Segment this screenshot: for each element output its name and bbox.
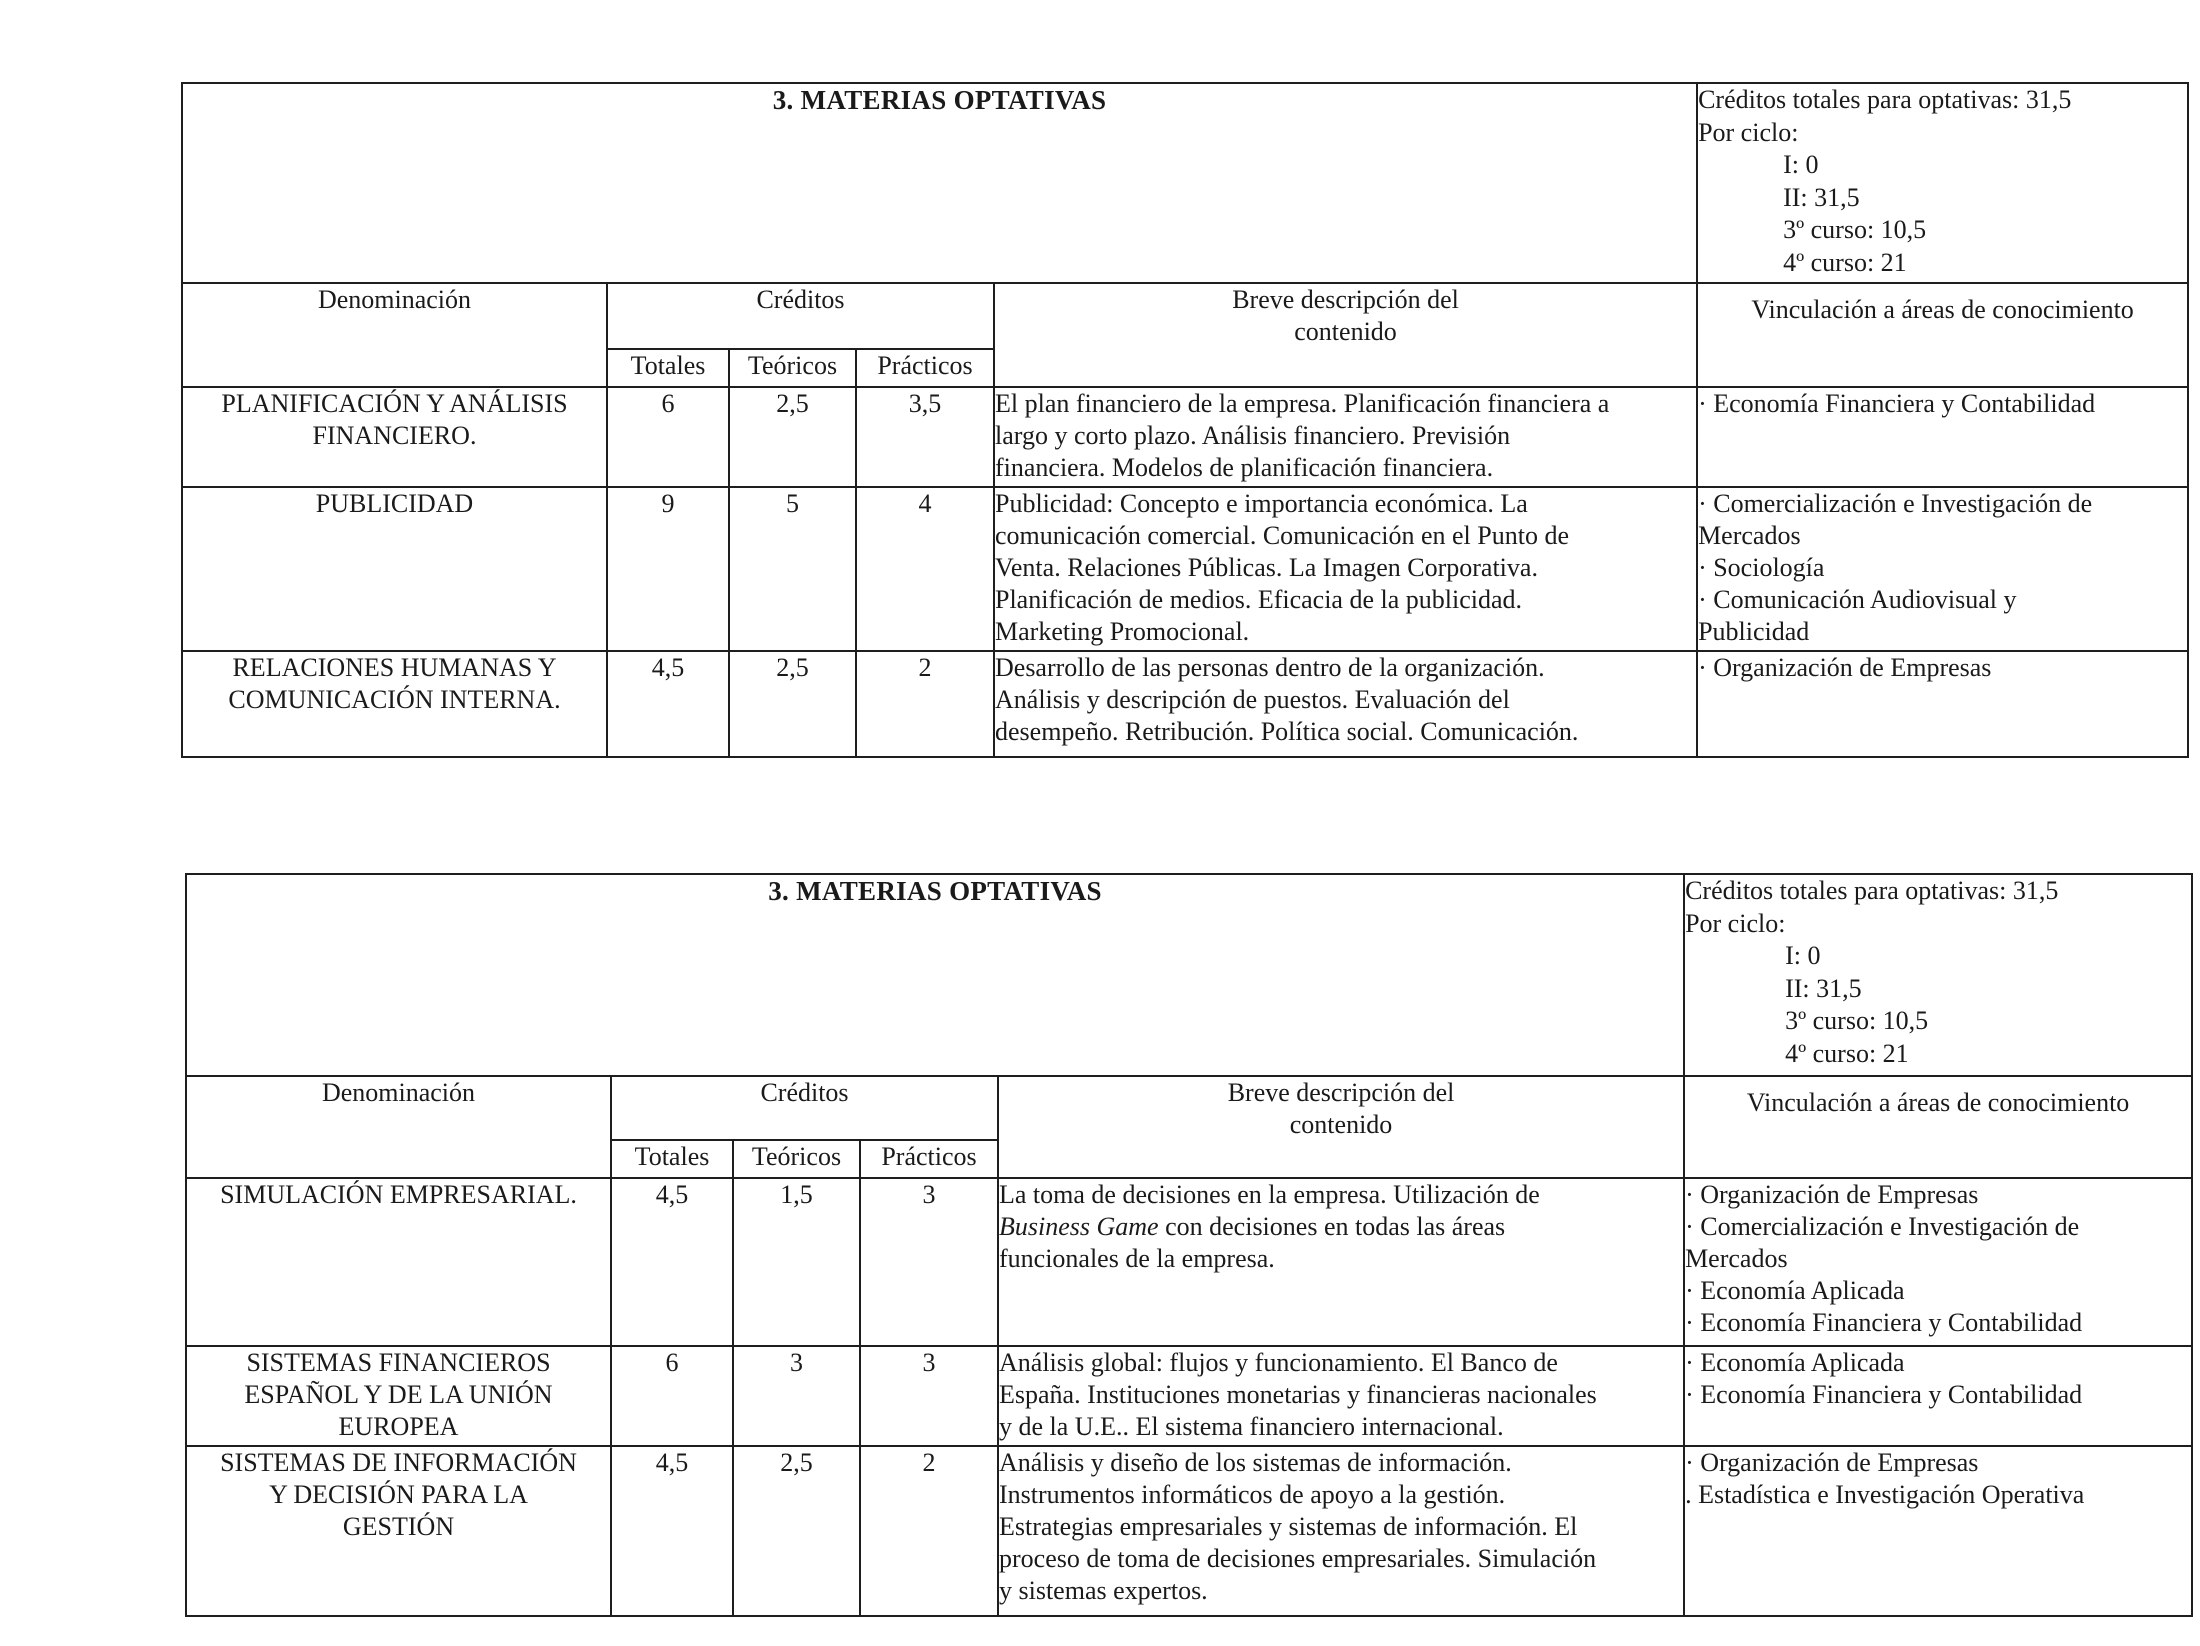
area-line: · Organización de Empresas: [1685, 1180, 1979, 1209]
row-vinculacion: [1684, 1178, 2192, 1346]
row-descripcion: [994, 387, 1697, 487]
row-totales: 9: [607, 487, 729, 651]
row-teoricos: 2,5: [733, 1446, 860, 1616]
row-teoricos: 2,5: [729, 387, 856, 487]
area-line: · Organización de Empresas: [1685, 1448, 1979, 1477]
summary-por-ciclo: Por ciclo:: [1685, 908, 1786, 938]
desc-line: Venta. Relaciones Públicas. La Imagen Corporativa.: [995, 553, 1538, 582]
area-line: · Comercialización e Investigación de: [1698, 489, 2093, 518]
header-teoricos: Teóricos: [729, 349, 856, 387]
name-line: ESPAÑOL Y DE LA UNIÓN: [244, 1380, 553, 1409]
header-descripcion-line-2: contenido: [1294, 317, 1397, 346]
summary-curso-3: 3º curso: 10,5: [1785, 1006, 1929, 1035]
desc-line: financiera. Modelos de planificación financiera.: [995, 453, 1494, 482]
credit-summary: [1684, 874, 2192, 1076]
row-descripcion: [998, 1178, 1684, 1346]
desc-line: Estrategias empresariales y sistemas de información. El: [999, 1512, 1578, 1541]
desc-line: y de la U.E.. El sistema financiero internacional.: [999, 1412, 1504, 1441]
row-vinculacion: [1684, 1446, 2192, 1616]
summary-curso-3: 3º curso: 10,5: [1783, 215, 1927, 244]
desc-line: Análisis y descripción de puestos. Evaluación del: [995, 685, 1510, 714]
summary-curso-4: 4º curso: 21: [1785, 1038, 1909, 1068]
desc-line: España. Instituciones monetarias y financieras nacionales: [999, 1380, 1597, 1409]
desc-line: Instrumentos informáticos de apoyo a la gestión.: [999, 1480, 1506, 1509]
header-vinculacion: Vinculación a áreas de conocimiento: [1684, 1076, 2192, 1178]
desc-line: y sistemas expertos.: [999, 1576, 1208, 1605]
table-title-cell: [186, 874, 1684, 1076]
row-denominacion: [182, 487, 607, 651]
desc-line: El plan financiero de la empresa. Planificación financiera a: [995, 389, 1610, 418]
desc-line: funcionales de la empresa.: [999, 1244, 1275, 1273]
table-row: [186, 1446, 2192, 1616]
header-denominacion: Denominación: [182, 283, 607, 387]
area-line: . Estadística e Investigación Operativa: [1685, 1480, 2085, 1509]
area-line: Publicidad: [1698, 617, 1810, 646]
desc-line-with-italic: [999, 1211, 1683, 1243]
summary-total: Créditos totales para optativas: 31,5: [1685, 876, 2059, 905]
desc-line: Análisis y diseño de los sistemas de información.: [999, 1448, 1512, 1477]
row-vinculacion: [1697, 651, 2188, 757]
desc-line: Planificación de medios. Eficacia de la publicidad.: [995, 585, 1523, 614]
header-descripcion: [998, 1076, 1684, 1178]
row-vinculacion: [1697, 387, 2188, 487]
desc-line: Desarrollo de las personas dentro de la organización.: [995, 653, 1545, 682]
credit-summary: [1697, 83, 2188, 283]
desc-line: Marketing Promocional.: [995, 617, 1250, 646]
desc-line-rest: con decisiones en todas las áreas: [1158, 1212, 1506, 1241]
table-title: 3. MATERIAS OPTATIVAS: [768, 876, 1102, 906]
header-descripcion-line-1: Breve descripción del: [1227, 1078, 1455, 1107]
row-totales: 6: [611, 1346, 733, 1446]
table-title: 3. MATERIAS OPTATIVAS: [772, 85, 1107, 115]
name-line: PUBLICIDAD: [315, 489, 474, 518]
row-totales: 4,5: [611, 1178, 733, 1346]
row-practicos: 3: [860, 1178, 998, 1346]
area-line: · Economía Financiera y Contabilidad: [1685, 1308, 2083, 1337]
area-line: Mercados: [1698, 521, 1801, 550]
summary-total: Créditos totales para optativas: 31,5: [1698, 85, 2072, 114]
header-teoricos: Teóricos: [733, 1140, 860, 1178]
name-line: SISTEMAS DE INFORMACIÓN: [220, 1448, 577, 1477]
summary-ciclo-ii: II: 31,5: [1783, 182, 1860, 212]
row-descripcion: [998, 1346, 1684, 1446]
name-line: EUROPEA: [338, 1412, 459, 1441]
summary-por-ciclo: Por ciclo:: [1698, 117, 1799, 147]
desc-line: comunicación comercial. Comunicación en el Punto de: [995, 521, 1569, 550]
header-totales: Totales: [607, 349, 729, 387]
materias-optativas-table-1: [181, 82, 2189, 758]
summary-ciclo-i: I: 0: [1783, 150, 1819, 179]
header-creditos: Créditos: [607, 283, 994, 349]
area-line: · Economía Aplicada: [1685, 1276, 1905, 1305]
table-row: [186, 1346, 2192, 1446]
desc-line: desempeño. Retribución. Política social. Comunicación.: [995, 717, 1579, 746]
row-denominacion: [186, 1346, 611, 1446]
desc-line: largo y corto plazo. Análisis financiero. Previsión: [995, 421, 1511, 450]
row-denominacion: [182, 387, 607, 487]
row-practicos: 4: [856, 487, 994, 651]
table-row: [186, 1178, 2192, 1346]
name-line: PLANIFICACIÓN Y ANÁLISIS: [221, 389, 568, 418]
area-line: · Comunicación Audiovisual y: [1698, 585, 2017, 614]
desc-line: Análisis global: flujos y funcionamiento. El Banco de: [999, 1348, 1558, 1377]
desc-line: La toma de decisiones en la empresa. Utilización de: [999, 1180, 1540, 1209]
header-practicos: Prácticos: [860, 1140, 998, 1178]
header-descripcion-line-2: contenido: [1289, 1110, 1393, 1139]
materias-optativas-table-2: [185, 873, 2193, 1617]
table-title-cell: [182, 83, 1697, 283]
name-line: FINANCIERO.: [312, 421, 477, 450]
desc-line: Publicidad: Concepto e importancia económica. La: [995, 489, 1528, 518]
row-denominacion: [182, 651, 607, 757]
row-practicos: 2: [860, 1446, 998, 1616]
row-totales: 4,5: [607, 651, 729, 757]
summary-ciclo-ii: II: 31,5: [1785, 973, 1862, 1003]
area-line: · Sociología: [1698, 553, 1825, 582]
row-vinculacion: [1697, 487, 2188, 651]
desc-italic-term: Business Game: [999, 1212, 1159, 1241]
name-line: GESTIÓN: [342, 1512, 455, 1541]
row-practicos: 3: [860, 1346, 998, 1446]
header-practicos: Prácticos: [856, 349, 994, 387]
header-descripcion: [994, 283, 1697, 387]
name-line: SIMULACIÓN EMPRESARIAL.: [220, 1180, 577, 1209]
row-descripcion: [994, 651, 1697, 757]
row-vinculacion: [1684, 1346, 2192, 1446]
name-line: RELACIONES HUMANAS Y: [232, 653, 557, 682]
header-vinculacion: Vinculación a áreas de conocimiento: [1697, 283, 2188, 387]
summary-curso-4: 4º curso: 21: [1783, 247, 1907, 277]
header-creditos: Créditos: [611, 1076, 998, 1140]
summary-ciclo-i: I: 0: [1785, 941, 1821, 970]
area-line: · Organización de Empresas: [1698, 653, 1992, 682]
row-denominacion: [186, 1446, 611, 1616]
row-teoricos: 2,5: [729, 651, 856, 757]
name-line: SISTEMAS FINANCIEROS: [246, 1348, 551, 1377]
row-totales: 6: [607, 387, 729, 487]
row-descripcion: [998, 1446, 1684, 1616]
row-teoricos: 3: [733, 1346, 860, 1446]
header-totales: Totales: [611, 1140, 733, 1178]
area-line: · Economía Financiera y Contabilidad: [1698, 389, 2096, 418]
row-teoricos: 1,5: [733, 1178, 860, 1346]
row-teoricos: 5: [729, 487, 856, 651]
table-row: [182, 387, 2188, 487]
name-line: Y DECISIÓN PARA LA: [269, 1480, 528, 1509]
area-line: Mercados: [1685, 1244, 1788, 1273]
area-line: · Comercialización e Investigación de: [1685, 1212, 2080, 1241]
desc-line: proceso de toma de decisiones empresariales. Simulación: [999, 1544, 1597, 1573]
area-line: · Economía Aplicada: [1685, 1348, 1905, 1377]
area-line: · Economía Financiera y Contabilidad: [1685, 1380, 2083, 1409]
table-row: [182, 651, 2188, 757]
row-practicos: 2: [856, 651, 994, 757]
name-line: COMUNICACIÓN INTERNA.: [228, 685, 561, 714]
table-row: [182, 487, 2188, 651]
header-descripcion-line-1: Breve descripción del: [1232, 285, 1459, 314]
row-practicos: 3,5: [856, 387, 994, 487]
row-totales: 4,5: [611, 1446, 733, 1616]
header-denominacion: Denominación: [186, 1076, 611, 1178]
row-denominacion: [186, 1178, 611, 1346]
row-descripcion: [994, 487, 1697, 651]
